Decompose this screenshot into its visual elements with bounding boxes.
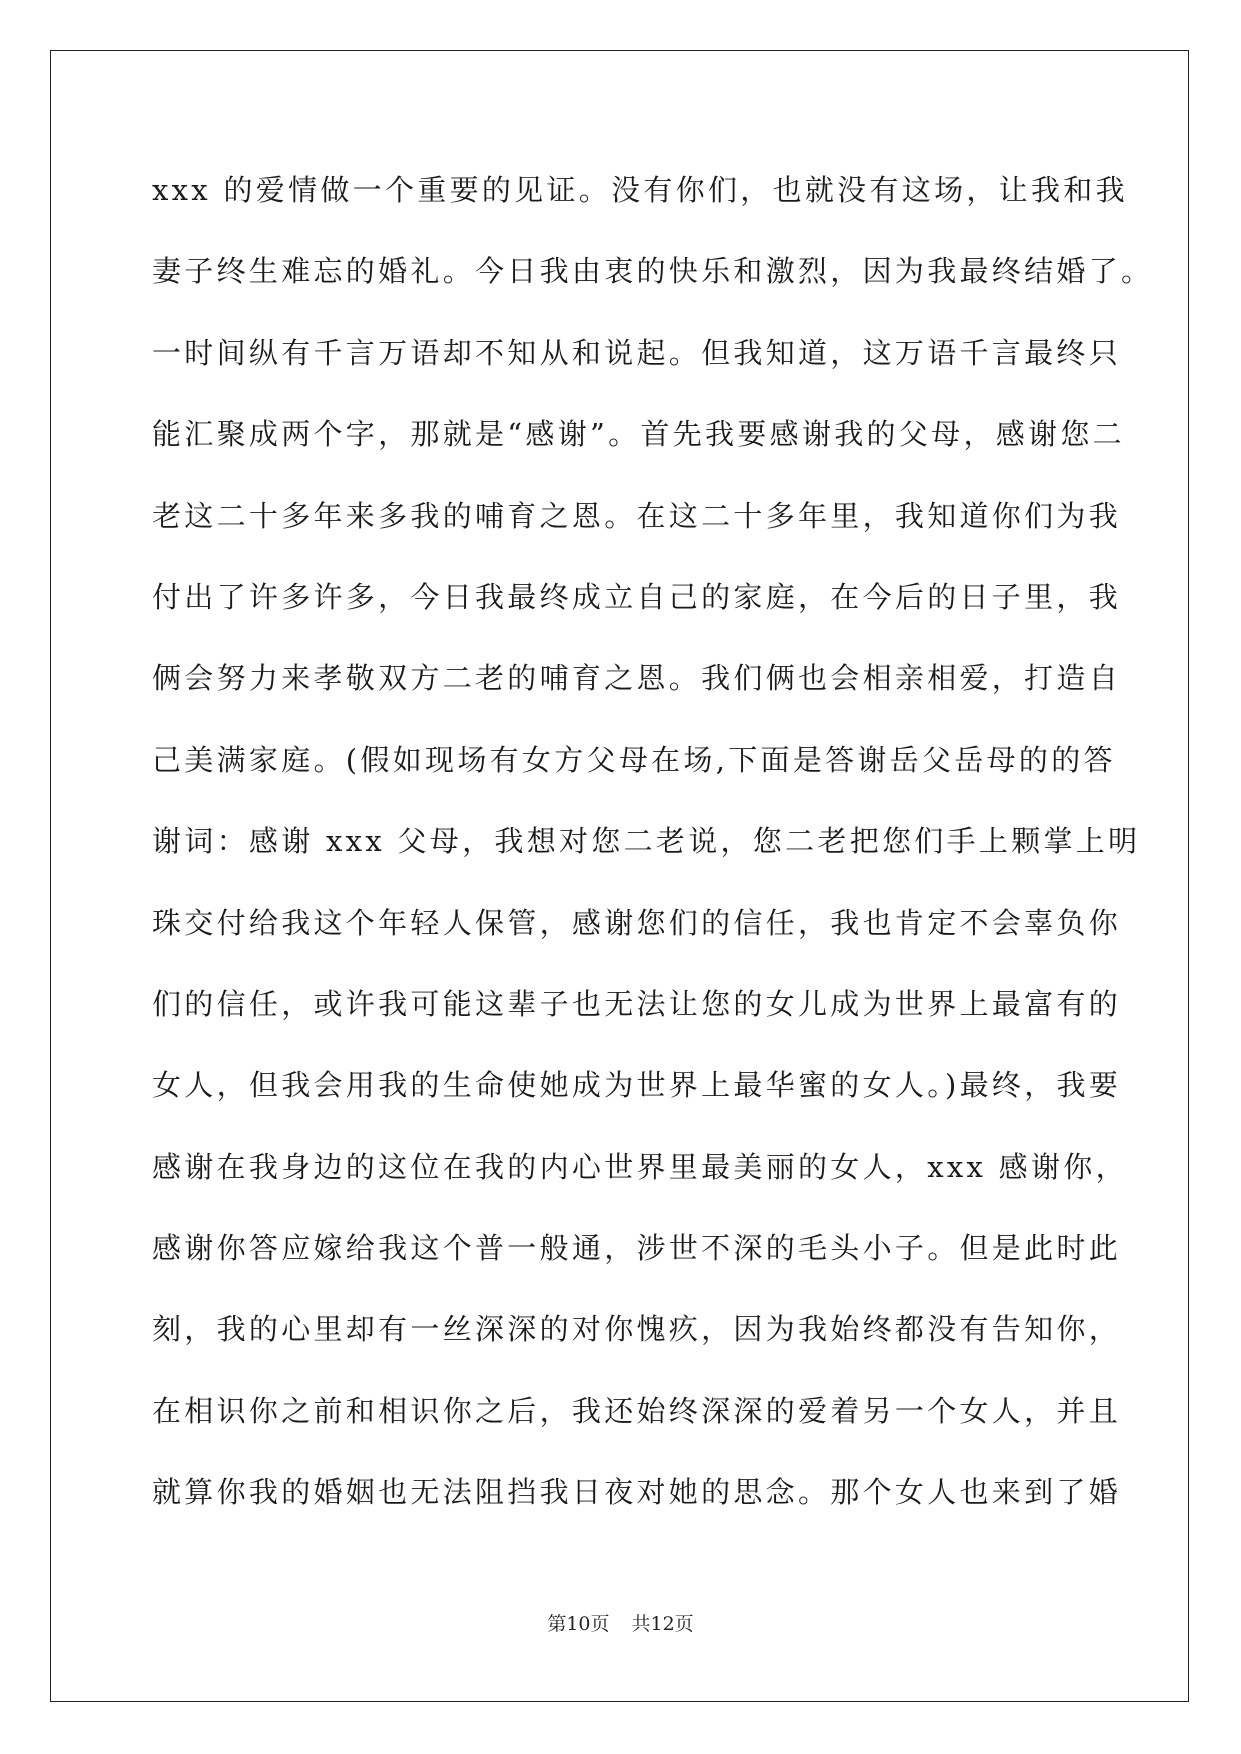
- text-line: 女人，但我会用我的生命使她成为世界上最华蜜的女人。)最终，我要: [152, 1068, 1122, 1103]
- text-line: 付出了许多许多，今日我最终成立自己的家庭，在今后的日子里，我: [152, 579, 1122, 614]
- text-line: 们的信任，或许我可能这辈子也无法让您的女儿成为世界上最富有的: [152, 986, 1122, 1021]
- page-footer: [0, 1612, 1241, 1636]
- document-body: [152, 160, 1154, 1544]
- text-line: 珠交付给我这个年轻人保管，感谢您们的信任，我也肯定不会辜负你: [152, 905, 1122, 940]
- text-line: 老这二十多年来多我的哺育之恩。在这二十多年里，我知道你们为我: [152, 498, 1122, 533]
- text-line: 在相识你之前和相识你之后，我还始终深深的爱着另一个女人，并且: [152, 1393, 1122, 1428]
- page-number: 第10页: [547, 1613, 610, 1635]
- text-line: 感谢在我身边的这位在我的内心世界里最美丽的女人，xxx 感谢你，: [152, 1149, 1128, 1184]
- text-line: 能汇聚成两个字，那就是“感谢”。首先我要感谢我的父母，感谢您二: [152, 417, 1125, 452]
- page-total: 共12页: [631, 1613, 694, 1635]
- text-line: 一时间纵有千言万语却不知从和说起。但我知道，这万语千言最终只: [152, 335, 1122, 370]
- text-line: 就算你我的婚姻也无法阻挡我日夜对她的思念。那个女人也来到了婚: [152, 1475, 1122, 1510]
- text-line: 感谢你答应嫁给我这个普一般通，涉世不深的毛头小子。但是此时此: [152, 1231, 1122, 1266]
- text-line: 己美满家庭。(假如现场有女方父母在场,下面是答谢岳父岳母的的答: [152, 742, 1116, 777]
- text-line: 俩会努力来孝敬双方二老的哺育之恩。我们俩也会相亲相爱，打造自: [152, 661, 1122, 696]
- text-line: xxx 的爱情做一个重要的见证。没有你们，也就没有这场，让我和我: [152, 173, 1128, 207]
- text-line: 谢词：感谢 xxx 父母，我想对您二老说，您二老把您们手上颗掌上明: [152, 824, 1141, 859]
- text-line: 妻子终生难忘的婚礼。今日我由衷的快乐和激烈，因为我最终结婚了。: [152, 254, 1154, 289]
- text-line: 刻，我的心里却有一丝深深的对你愧疚，因为我始终都没有告知你，: [152, 1312, 1122, 1347]
